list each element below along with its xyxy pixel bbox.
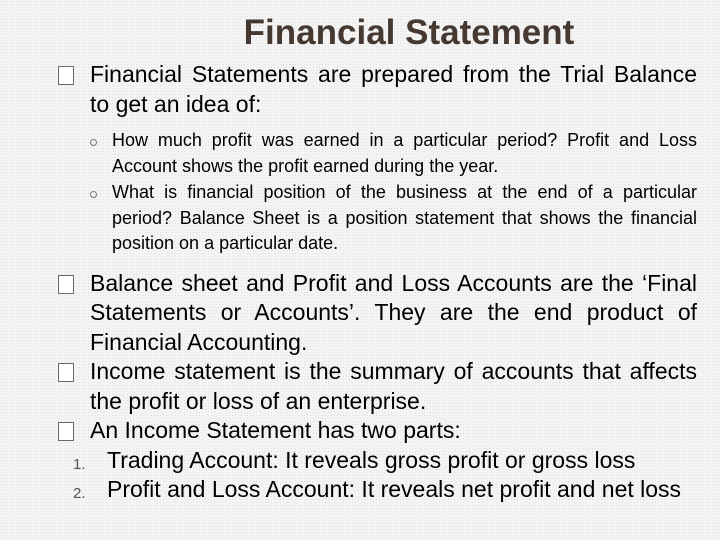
numbered-item — [56, 475, 697, 505]
bullet-item — [56, 60, 697, 119]
numbered-item-text: Profit and Loss Account: It reveals net profit and net loss — [107, 476, 682, 502]
bullet-text: Balance sheet and Profit and Loss Accounts are the ‘Final Statements or Accounts’. They are the end product of Financial Accounting. — [90, 269, 697, 355]
slide-title: Financial Statement — [243, 13, 575, 52]
sub-bullet-list — [56, 128, 697, 257]
bullet-item — [56, 357, 697, 416]
sub-bullet-item — [112, 128, 697, 179]
slide-body — [56, 60, 697, 540]
ring-bullet-icon — [90, 139, 97, 146]
sub-bullet-text: How much profit was earned in a particular period? Profit and Loss Account shows the profit earned during the year. — [112, 130, 697, 176]
sub-bullet-text: What is financial position of the business at the end of a particular period? Balance Sheet is a position statement that shows the financial position on a particular date. — [112, 182, 697, 253]
missing-glyph-bullet-icon — [56, 422, 78, 442]
item-number: 2. — [73, 485, 86, 502]
ring-bullet-icon — [90, 191, 97, 198]
missing-glyph-bullet-icon — [56, 363, 78, 383]
missing-glyph-bullet-icon — [56, 66, 78, 86]
item-number: 1. — [73, 455, 86, 473]
numbered-item — [56, 446, 697, 476]
bullet-text: An Income Statement has two parts: — [90, 417, 461, 443]
bullet-text: Income statement is the summary of accounts that affects the profit or loss of an enterprise. — [90, 358, 697, 414]
bullet-item — [56, 416, 697, 446]
bullet-text: Financial Statements are prepared from the Trial Balance to get an idea of: — [90, 61, 697, 117]
sub-bullet-item — [112, 180, 697, 257]
numbered-item-text: Trading Account: It reveals gross profit or gross loss — [107, 446, 636, 473]
missing-glyph-bullet-icon — [56, 275, 78, 295]
bullet-item — [56, 269, 697, 358]
